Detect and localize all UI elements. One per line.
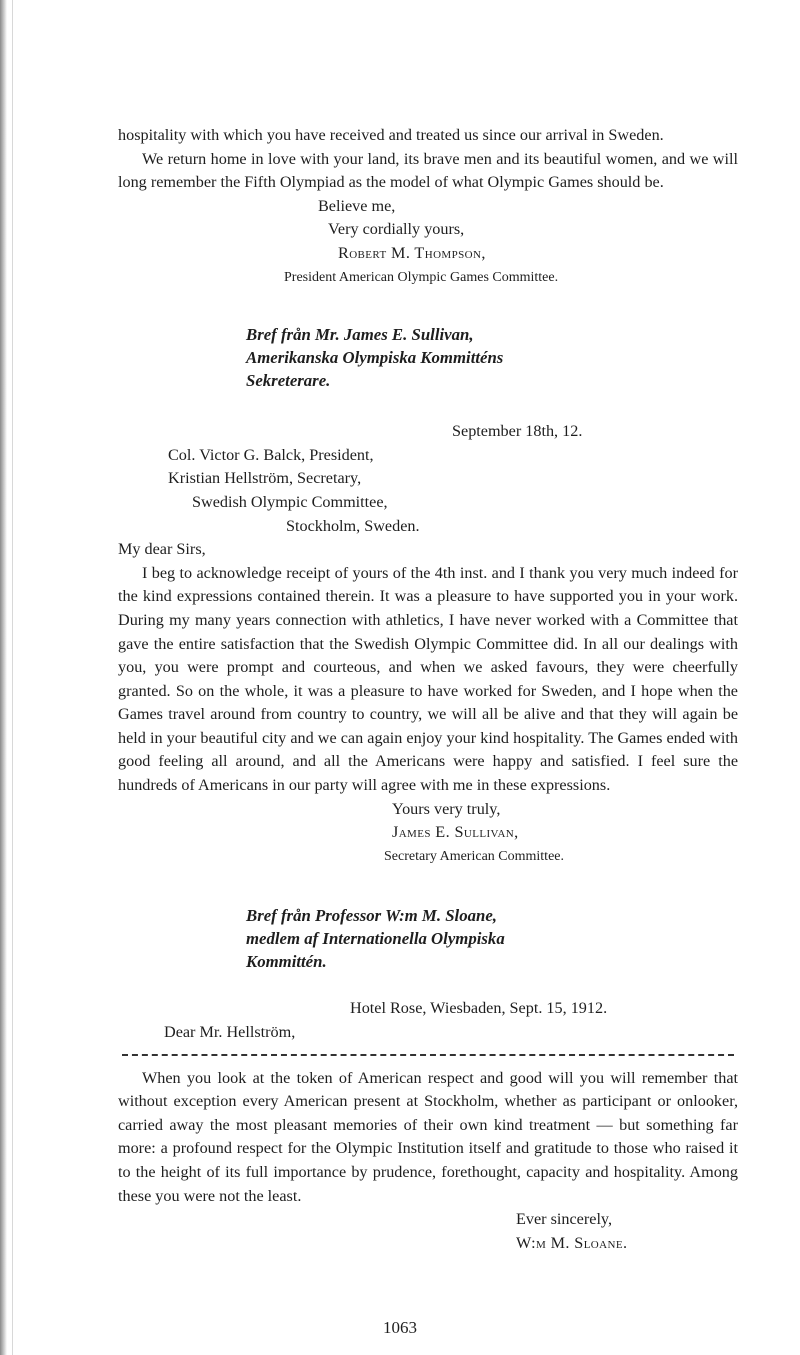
letter2-address-line-2: Kristian Hellström, Secretary,	[168, 469, 362, 488]
letter3-heading-line-2: medlem af Internationella Olympiska	[246, 929, 505, 949]
letter2-signer: James E. Sullivan,	[392, 823, 519, 842]
letter1-signer-title: President American Olympic Games Committee.	[284, 269, 559, 285]
letter3-signer: W:m M. Sloane.	[516, 1233, 628, 1252]
letter2-heading-line-1: Bref från Mr. James E. Sullivan,	[246, 325, 474, 345]
letter3-date: Hotel Rose, Wiesbaden, Sept. 15, 1912.	[350, 999, 608, 1018]
letter2-heading-line-3: Sekreterare.	[246, 371, 331, 391]
letter2-salutation: My dear Sirs,	[118, 540, 206, 559]
letter2-date: September 18th, 12.	[452, 422, 583, 441]
letter2-closing: Yours very truly,	[392, 799, 501, 818]
page-number: 1063	[383, 1318, 417, 1337]
letter1-signer: Robert M. Thompson,	[338, 243, 486, 262]
letter1-paragraph-2: We return home in love with your land, its brave men and its beautiful women, and we will long remember the Fifth Olympiad as the model of what Olympic Games should be.	[118, 149, 738, 192]
letter2-address-line-3: Swedish Olympic Committee,	[192, 492, 388, 511]
letter2-heading-line-2: Amerikanska Olympiska Kommitténs	[246, 348, 504, 368]
letter2-address-line-1: Col. Victor G. Balck, President,	[168, 445, 374, 464]
document-page	[118, 124, 738, 1255]
letter1-paragraph-1: hospitality with which you have received and treated us since our arrival in Sweden.	[118, 126, 664, 144]
letter1-closing-2: Very cordially yours,	[328, 220, 465, 239]
letter3-body: When you look at the token of American respect and good will you will remember that without exception every American present at Stockholm, whether as participant or onlooker, carried away the most pleasant memories of their own kind treatment — but something far more: a profound respect for the Olympic Institution itself and gratitude to those who raised it to the height of its full importance by prudence, forethought, capacity and hospitality. Among these you were not the least.	[118, 1068, 738, 1205]
letter2-signer-title: Secretary American Committee.	[384, 848, 564, 864]
dashed-separator	[118, 1045, 738, 1067]
letter1-closing: Believe me,	[318, 196, 396, 215]
letter3-salutation: Dear Mr. Hellström,	[164, 1023, 296, 1042]
page-binding-line	[12, 0, 13, 1355]
letter2-address-line-4: Stockholm, Sweden.	[286, 516, 420, 535]
letter3-heading-line-1: Bref från Professor W:m M. Sloane,	[246, 906, 497, 926]
letter3-closing: Ever sincerely,	[516, 1210, 613, 1229]
letter3-heading-line-3: Kommittén.	[246, 952, 327, 972]
page-binding-edge	[0, 0, 7, 1355]
letter2-body: I beg to acknowledge receipt of yours of the 4th inst. and I thank you very much indeed for the kind expressions contained therein. It was a pleasure to have supported you in your work. During my many years connection with athletics, I have never worked with a Committee that gave the entire satisfaction that the Swedish Olympic Committee did. In all our dealings with you, you were prompt and courteous, and when we asked favours, they were cheerfully granted. So on the whole, it was a pleasure to have worked for Sweden, and I hope when the Games travel around from country to country, we will all be alive and that they will again be held in your beautiful city and we can again enjoy your kind hospitality. The Games ended with good feeling all around, and all the Americans were happy and satisfied. I feel sure the hundreds of Americans in our party will agree with me in these expressions.	[118, 563, 738, 795]
letter3-heading	[246, 904, 738, 973]
letter2-heading	[246, 323, 738, 392]
